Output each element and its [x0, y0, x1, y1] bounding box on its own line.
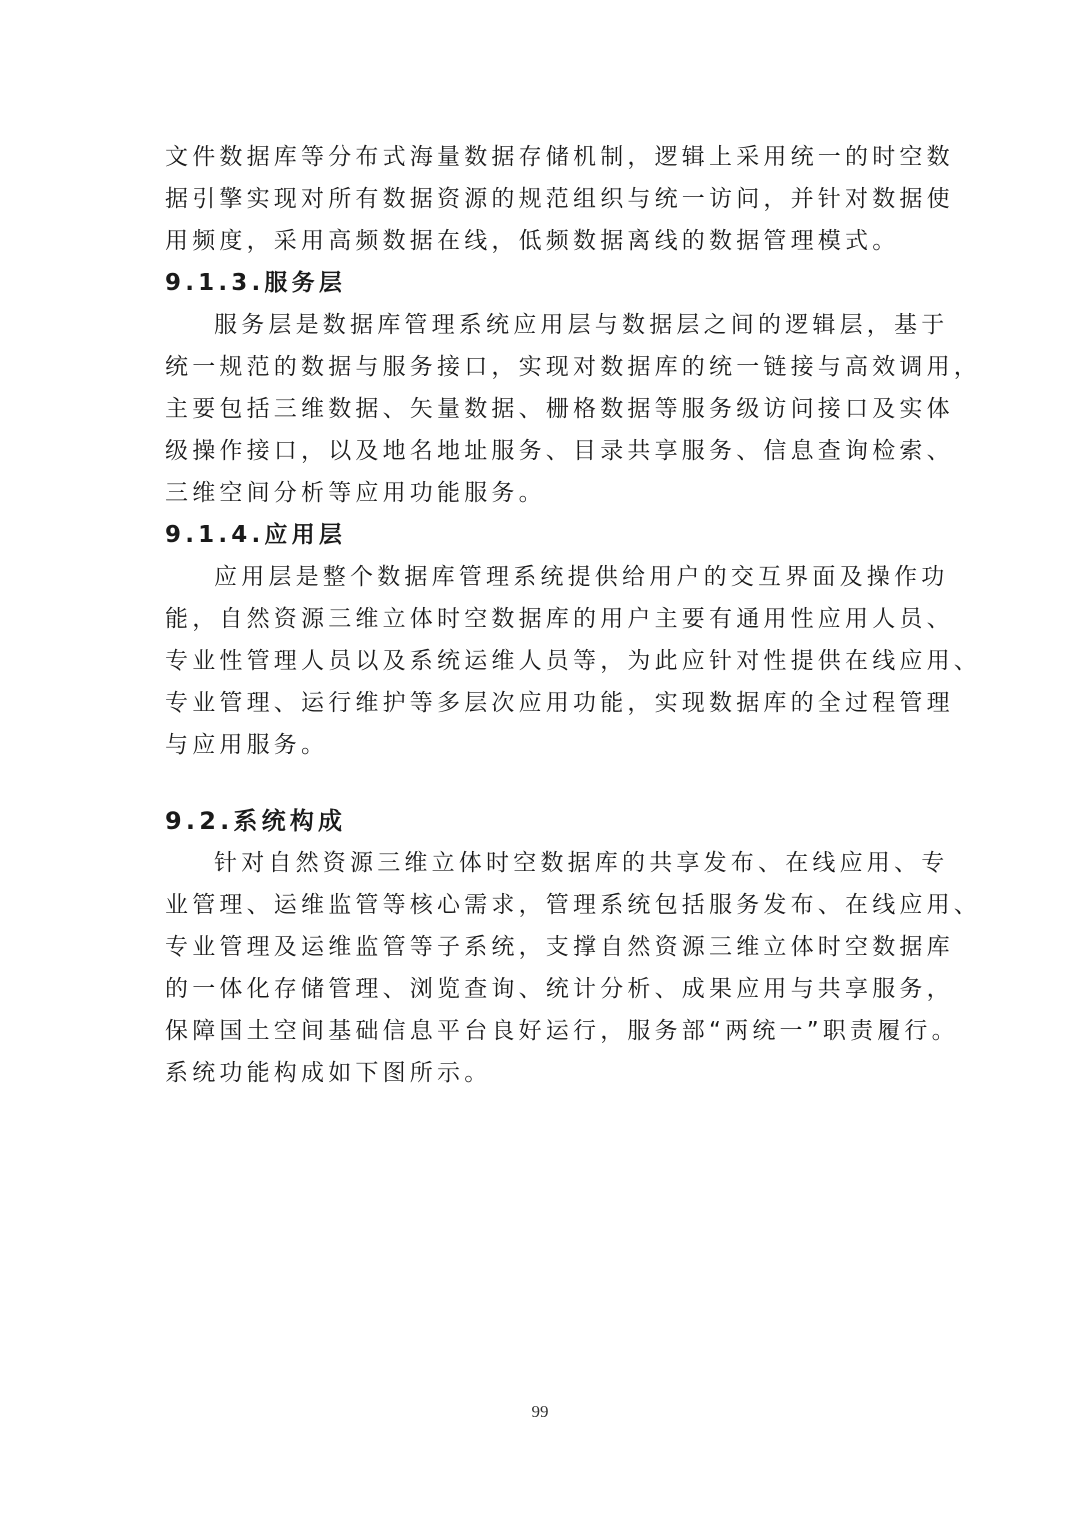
- paragraph-line: 专业管理及运维监管等子系统，支撑自然资源三维立体时空数据库: [165, 934, 954, 960]
- paragraph-line: 级操作接口，以及地名地址服务、目录共享服务、信息查询检索、: [165, 438, 954, 464]
- paragraph-line: 针对自然资源三维立体时空数据库的共享发布、在线应用、专: [214, 850, 949, 876]
- paragraph-line: 专业管理、运行维护等多层次应用功能，实现数据库的全过程管理: [165, 690, 954, 716]
- paragraph-line: 文件数据库等分布式海量数据存储机制，逻辑上采用统一的时空数: [165, 144, 954, 170]
- paragraph-line: 统一规范的数据与服务接口，实现对数据库的统一链接与高效调用，: [165, 354, 981, 380]
- paragraph-line: 与应用服务。: [165, 732, 329, 758]
- paragraph-line: 系统功能构成如下图所示。: [165, 1060, 492, 1086]
- page-number: 99: [531, 1402, 549, 1421]
- paragraph-line: 用频度，采用高频数据在线，低频数据离线的数据管理模式。: [165, 228, 900, 254]
- section-heading-9-1-4: 9.1.4.应用层: [165, 522, 347, 548]
- service-layer-paragraph: [165, 304, 981, 514]
- intro-paragraph: [165, 136, 954, 262]
- paragraph-line: 能，自然资源三维立体时空数据库的用户主要有通用性应用人员、: [165, 606, 954, 632]
- paragraph-line: 服务层是数据库管理系统应用层与数据层之间的逻辑层，基于: [214, 312, 949, 338]
- paragraph-line: 据引擎实现对所有数据资源的规范组织与统一访问，并针对数据使: [165, 186, 954, 212]
- paragraph-line: 三维空间分析等应用功能服务。: [165, 480, 546, 506]
- system-composition-paragraph: [165, 842, 981, 1094]
- section-heading-9-1-3: 9.1.3.服务层: [165, 270, 347, 296]
- section-heading-9-2: 9.2.系统构成: [165, 807, 347, 835]
- paragraph-line: 的一体化存储管理、浏览查询、统计分析、成果应用与共享服务，: [165, 976, 954, 1002]
- page-content: [165, 136, 981, 1094]
- paragraph-line: 应用层是整个数据库管理系统提供给用户的交互界面及操作功: [214, 564, 949, 590]
- paragraph-line: 主要包括三维数据、矢量数据、栅格数据等服务级访问接口及实体: [165, 396, 954, 422]
- paragraph-line: 专业性管理人员以及系统运维人员等，为此应针对性提供在线应用、: [165, 648, 981, 674]
- paragraph-line: 业管理、运维监管等核心需求，管理系统包括服务发布、在线应用、: [165, 892, 981, 918]
- paragraph-line: 保障国土空间基础信息平台良好运行，服务部“两统一”职责履行。: [165, 1018, 959, 1044]
- application-layer-paragraph: [165, 556, 981, 766]
